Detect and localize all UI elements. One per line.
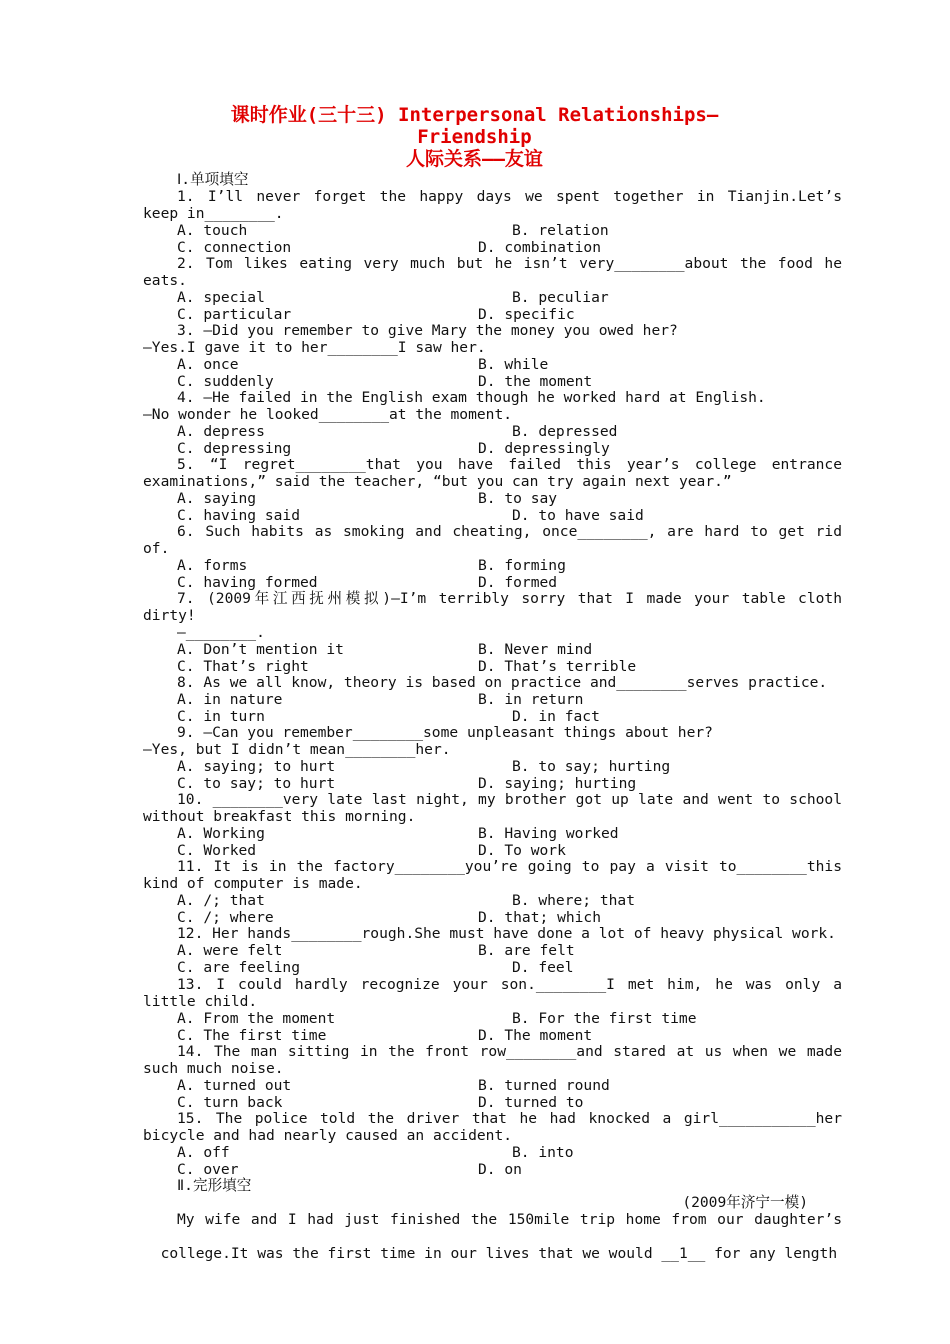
question-6-option-b: B. forming — [478, 557, 566, 574]
question-15-option-a: A. off — [177, 1144, 230, 1161]
question-5-option-a: A. saying — [177, 490, 257, 507]
question-15-stem-cont: bicycle and had nearly caused an accident. — [143, 1127, 513, 1144]
question-15-stem: 15. The police told the driver that he had knocked a girl___________her — [177, 1110, 842, 1127]
question-9-option-c: C. to say; to hurt — [177, 775, 336, 792]
question-8-option-d: D. in fact — [512, 708, 600, 725]
question-4-option-c: C. depressing — [177, 440, 292, 457]
question-4-option-b: B. depressed — [512, 423, 618, 440]
question-3-option-b: B. while — [478, 356, 549, 373]
question-3-option-d: D. the moment — [478, 373, 593, 390]
question-6-option-c: C. having formed — [177, 574, 318, 591]
cloze-text-cont: for any length — [705, 1245, 838, 1262]
question-10-stem-cont: without breakfast this morning. — [143, 808, 416, 825]
question-7-option-a: A. Don’t mention it — [177, 641, 344, 658]
question-1-option-b: B. relation — [512, 222, 609, 239]
question-1-option-d: D. combination — [478, 239, 602, 256]
question-7-option-d: D. That’s terrible — [478, 658, 637, 675]
question-3-stem: 3. —Did you remember to give Mary the money you owed her? — [177, 322, 678, 339]
question-9-option-b: B. to say; hurting — [512, 758, 671, 775]
question-13-stem-cont: little child. — [143, 993, 258, 1010]
question-7-option-b: B. Never mind — [478, 641, 593, 658]
question-4-stem-cont: —No wonder he looked________at the moment. — [143, 406, 513, 423]
question-14-option-d: D. turned to — [478, 1094, 584, 1111]
section-heading-multiple-choice: Ⅰ.单项填空 — [177, 171, 249, 188]
question-8-option-c: C. in turn — [177, 708, 265, 725]
question-3-option-a: A. once — [177, 356, 239, 373]
question-2-option-a: A. special — [177, 289, 265, 306]
cloze-blank-1: __1__ — [661, 1245, 706, 1262]
question-13-option-b: B. For the first time — [512, 1010, 697, 1027]
cloze-paragraph-line1: My wife and I had just finished the 150mile trip home from our daughter’s — [177, 1211, 842, 1228]
question-11-option-d: D. that; which — [478, 909, 602, 926]
question-15-option-c: C. over — [177, 1161, 239, 1178]
question-1-stem: 1. I’ll never forget the happy days we spent together in Tianjin.Let’s — [177, 188, 842, 205]
question-15-option-b: B. into — [512, 1144, 574, 1161]
question-2-option-d: D. specific — [478, 306, 575, 323]
question-4-stem: 4. —He failed in the English exam though he worked hard at English. — [177, 389, 766, 406]
cloze-text: college.It was the first time in our lives that we would — [160, 1245, 662, 1262]
question-10-option-a: A. Working — [177, 825, 265, 842]
question-2-option-b: B. peculiar — [512, 289, 609, 306]
question-11-option-b: B. where; that — [512, 892, 636, 909]
cloze-source: (2009年济宁一模) — [682, 1194, 808, 1211]
question-5-option-d: D. to have said — [512, 507, 644, 524]
question-7-stem-cont2: —________. — [177, 624, 265, 641]
page-title-chinese: 人际关系——友谊 — [406, 148, 543, 170]
page-title-line2: Friendship — [417, 126, 532, 148]
question-9-stem-cont: —Yes, but I didn’t mean________her. — [143, 741, 451, 758]
question-13-option-d: D. The moment — [478, 1027, 593, 1044]
question-10-option-c: C. Worked — [177, 842, 257, 859]
question-4-option-d: D. depressingly — [478, 440, 610, 457]
section-heading-cloze: Ⅱ.完形填空 — [177, 1177, 252, 1194]
question-3-stem-cont: —Yes.I gave it to her________I saw her. — [143, 339, 486, 356]
question-13-option-c: C. The first time — [177, 1027, 327, 1044]
question-12-option-c: C. are feeling — [177, 959, 301, 976]
question-14-stem: 14. The man sitting in the front row________and stared at us when we made — [177, 1043, 842, 1060]
question-13-stem: 13. I could hardly recognize your son.________I met him, he was only a — [177, 976, 842, 993]
question-8-option-b: B. in return — [478, 691, 584, 708]
question-11-stem-cont: kind of computer is made. — [143, 875, 363, 892]
question-9-option-d: D. saying; hurting — [478, 775, 637, 792]
question-10-stem: 10. ________very late last night, my brother got up late and went to school — [177, 791, 842, 808]
question-9-option-a: A. saying; to hurt — [177, 758, 336, 775]
question-5-option-c: C. having said — [177, 507, 301, 524]
question-9-stem: 9. —Can you remember________some unpleasant things about her? — [177, 724, 713, 741]
question-4-option-a: A. depress — [177, 423, 265, 440]
question-1-option-c: C. connection — [177, 239, 292, 256]
cloze-paragraph-line2 — [143, 1228, 838, 1262]
question-11-option-c: C. /; where — [177, 909, 274, 926]
question-7-stem-cont: dirty! — [143, 607, 196, 624]
question-11-stem: 11. It is in the factory________you’re going to pay a visit to________this — [177, 858, 842, 875]
question-14-option-c: C. turn back — [177, 1094, 283, 1111]
page-title: 课时作业(三十三) Interpersonal Relationships— — [230, 104, 719, 126]
question-10-option-b: B. Having worked — [478, 825, 619, 842]
question-2-stem-cont: eats. — [143, 272, 187, 289]
question-6-stem-cont: of. — [143, 540, 170, 557]
question-7-stem: 7. (2009年江西抚州模拟)—I’m terribly sorry that I made your table cloth — [177, 590, 842, 607]
question-12-option-d: D. feel — [512, 959, 574, 976]
question-14-option-a: A. turned out — [177, 1077, 292, 1094]
question-11-option-a: A. /; that — [177, 892, 265, 909]
question-7-option-c: C. That’s right — [177, 658, 309, 675]
question-14-option-b: B. turned round — [478, 1077, 610, 1094]
question-5-stem: 5. “I regret________that you have failed this year’s college entrance — [177, 456, 842, 473]
question-2-stem: 2. Tom likes eating very much but he isn’t very________about the food he — [177, 255, 842, 272]
question-10-option-d: D. To work — [478, 842, 566, 859]
question-13-option-a: A. From the moment — [177, 1010, 336, 1027]
question-14-stem-cont: such much noise. — [143, 1060, 284, 1077]
question-12-stem: 12. Her hands________rough.She must have done a lot of heavy physical work. — [177, 925, 836, 942]
question-6-option-d: D. formed — [478, 574, 558, 591]
question-5-option-b: B. to say — [478, 490, 558, 507]
question-8-stem: 8. As we all know, theory is based on practice and________serves practice. — [177, 674, 828, 691]
question-5-stem-cont: examinations,” said the teacher, “but you can try again next year.” — [143, 473, 732, 490]
question-1-option-a: A. touch — [177, 222, 248, 239]
question-12-option-a: A. were felt — [177, 942, 283, 959]
question-2-option-c: C. particular — [177, 306, 292, 323]
question-6-stem: 6. Such habits as smoking and cheating, once________, are hard to get rid — [177, 523, 842, 540]
question-8-option-a: A. in nature — [177, 691, 283, 708]
question-12-option-b: B. are felt — [478, 942, 575, 959]
question-3-option-c: C. suddenly — [177, 373, 274, 390]
question-1-stem-cont: keep in________. — [143, 205, 284, 222]
question-15-option-d: D. on — [478, 1161, 522, 1178]
question-6-option-a: A. forms — [177, 557, 248, 574]
